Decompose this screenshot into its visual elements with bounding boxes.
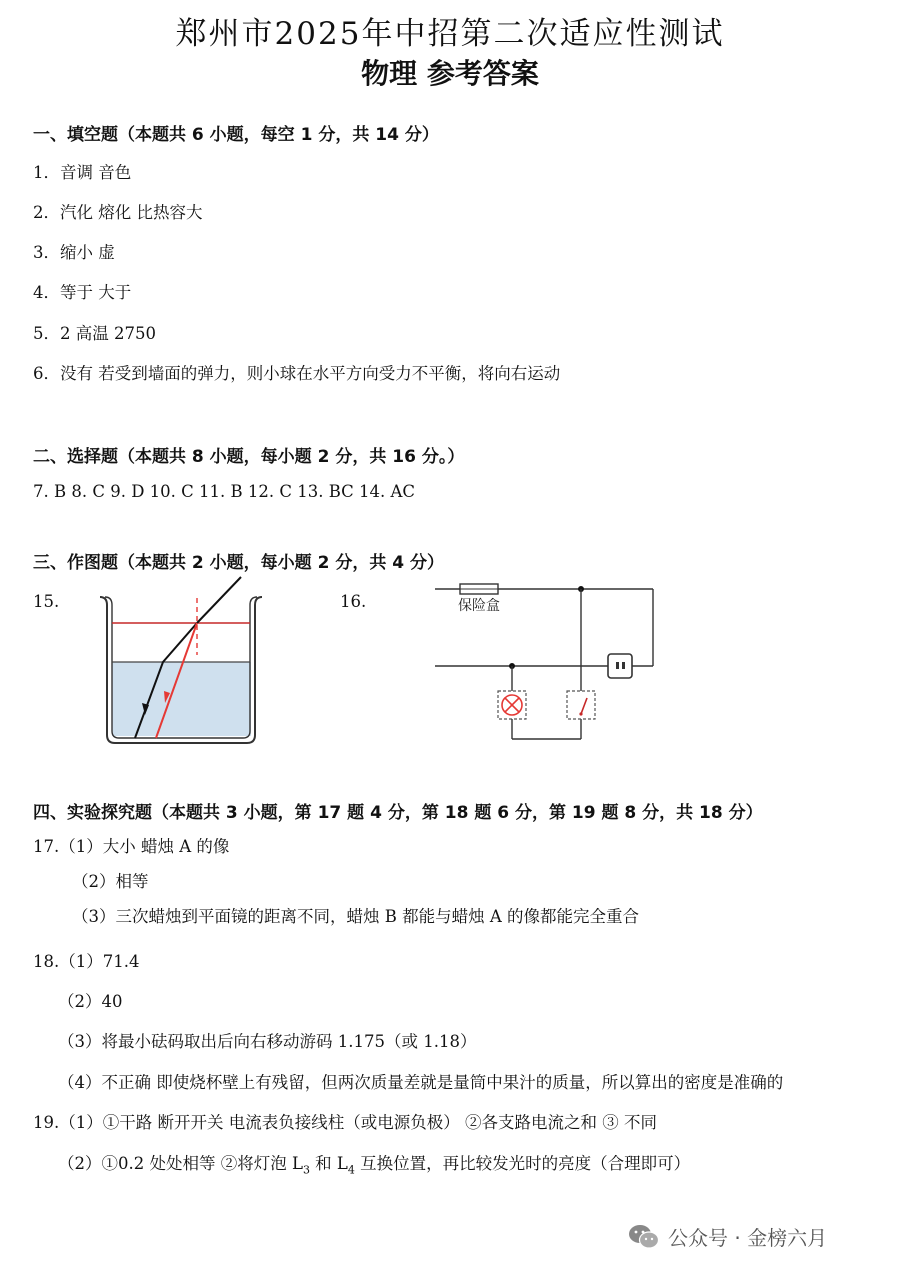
socket	[608, 654, 632, 678]
watermark	[628, 1222, 827, 1251]
q15-label: 15.	[33, 592, 60, 611]
fuse-label: 保险盒	[458, 598, 500, 614]
incident-ray	[197, 577, 241, 623]
water-body	[112, 662, 251, 736]
doc-subtitle: 物理 参考答案	[361, 57, 539, 90]
section-4-heading: 四、实验探究题（本题共 3 小题，第 17 题 4 分，第 18 题 6 分，第 19 题 8 分，共 18 分）	[33, 803, 763, 823]
answer-1: 1．音调 音色	[33, 163, 132, 182]
q16-label: 16.	[340, 592, 367, 611]
watermark-text: 公众号 · 金榜六月	[668, 1226, 828, 1250]
refraction-diagram	[95, 575, 270, 750]
q18-part4: （4）不正确 即使烧杯壁上有残留，但两次质量差就是量筒中果汁的质量，所以算出的密度是准确的	[58, 1073, 784, 1092]
section-2-heading: 二、选择题（本题共 8 小题，每小题 2 分，共 16 分。）	[33, 447, 465, 467]
q19-part1: 19.（1）①干路 断开开关 电流表负接线柱（或电源负极） ②各支路电流之和 ③ 不同	[33, 1113, 657, 1132]
answer-3: 3．缩小 虚	[33, 243, 115, 262]
answer-6: 6．没有 若受到墙面的弹力，则小球在水平方向受力不平衡，将向右运动	[33, 364, 561, 383]
choice-answers: 7. B 8. C 9. D 10. C 11. B 12. C 13. BC 14. AC	[33, 482, 416, 501]
circuit-diagram	[430, 578, 670, 748]
q18-part1: 18.（1）71.4	[33, 952, 140, 971]
q18-part2: （2）40	[58, 992, 123, 1011]
section-1-heading: 一、填空题（本题共 6 小题，每空 1 分，共 14 分）	[33, 125, 439, 145]
switch-icon	[581, 698, 587, 714]
q17-part2: （2）相等	[72, 872, 149, 891]
answer-5: 5．2 高温 2750	[33, 324, 156, 343]
q17-part3: （3）三次蜡烛到平面镜的距离不同，蜡烛 B 都能与蜡烛 A 的像都能完全重合	[72, 907, 640, 926]
answer-4: 4．等于 大于	[33, 283, 132, 302]
wechat-icon	[628, 1223, 660, 1251]
q19-part2: （2）①0.2 处处相等 ②将灯泡 $L_3$ 和 $L_4$ 互换位置，再比较发光时的亮度（合理即可）	[58, 1154, 691, 1177]
answer-2: 2．汽化 熔化 比热容大	[33, 203, 203, 222]
q18-part3: （3）将最小砝码取出后向右移动游码 1.175（或 1.18）	[58, 1032, 477, 1051]
section-3-heading: 三、作图题（本题共 2 小题，每小题 2 分，共 4 分）	[33, 553, 444, 573]
q17-part1: 17.（1）大小 蜡烛 A 的像	[33, 837, 230, 856]
doc-title: 郑州市2025年中招第二次适应性测试	[175, 16, 725, 52]
